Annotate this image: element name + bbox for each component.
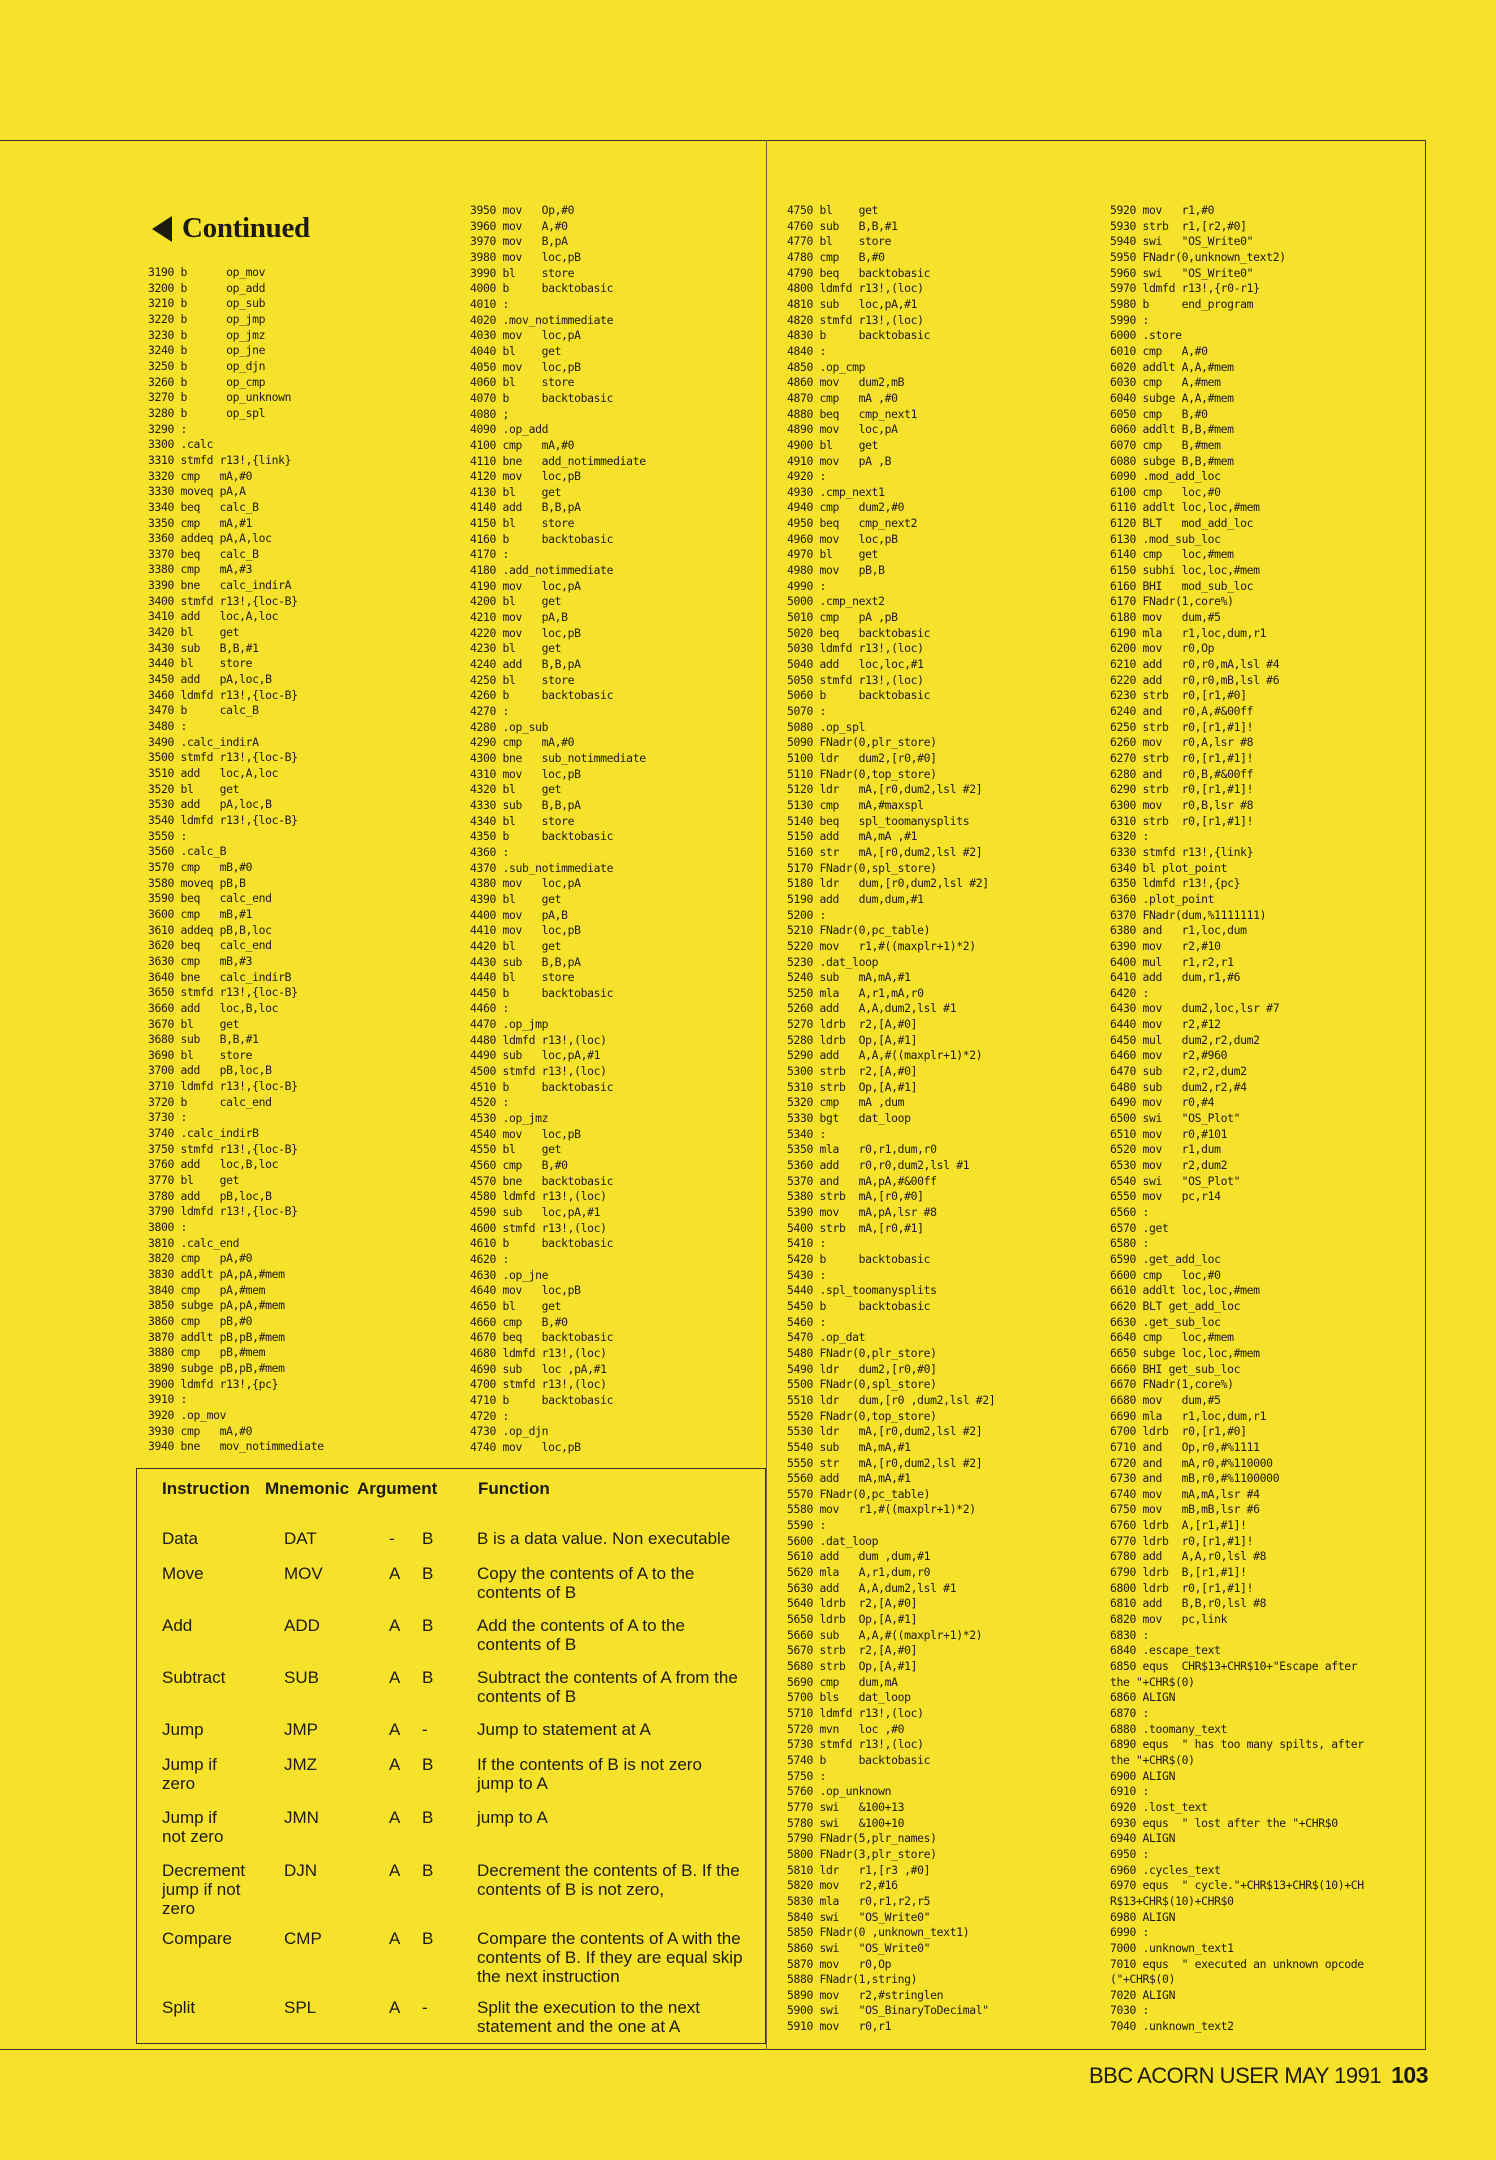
listing-column-1: 3190 b op_mov 3200 b op_add 3210 b op_sub 3220 b op_jmp 3230 b op_jmz 3240 b op_jne 3250 b op_djn 3260 b op_cmp 3270 b op_unknown 3280 b op_spl 3290 : 3300 .calc 3310 stmfd r13!,{link} 3320 cmp mA,#0 3330 moveq pA,A 3340 beq calc_B 3350 cmp mA,#1 3360 addeq pA,A,loc 3370 beq calc_B 3380 cmp mA,#3 3390 bne calc_indirA 3400 stmfd r13!,{loc-B} 3410 add loc,A,loc 3420 bl get 3430 sub B,B,#1 3440 bl store 3450 add pA,loc,B 3460 ldmfd r13!,{loc-B} 3470 b calc_B 3480 : 3490 .calc_indirA 3500 stmfd r13!,{loc-B} 3510 add loc,A,loc 3520 bl get 3530 add pA,loc,B 3540 ldmfd r13!,{loc-B} 3550 : 3560 .calc_B 3570 cmp mB,#0 3580 moveq pB,B 3590 beq calc_end 3600 cmp mB,#1 3610 addeq pB,B,loc 3620 beq calc_end 3630 cmp mB,#3 3640 bne calc_indirB 3650 stmfd r13!,{loc-B} 3660 add loc,B,loc 3670 bl get 3680 sub B,B,#1 3690 bl store 3700 add pB,loc,B 3710 ldmfd r13!,{loc-B} 3720 b calc_end 3730 : 3740 .calc_indirB 3750 stmfd r13!,{loc-B} 3760 add loc,B,loc 3770 bl get 3780 add pB,loc,B 3790 ldmfd r13!,{loc-B} 3800 : 3810 .calc_end 3820 cmp pA,#0 3830 addlt pA,pA,#mem 3840 cmp pA,#mem 3850 subge pA,pA,#mem 3860 cmp pB,#0 3870 addlt pB,pB,#mem 3880 cmp pB,#mem 3890 subge pB,pB,#mem 3900 ldmfd r13!,{pc} 3910 : 3920 .op_mov 3930 cmp mA,#0 3940 bne mov_notimmediate — [148, 265, 324, 1454]
argument-a-cell: A — [389, 1861, 401, 1880]
header-mnemonic: Mnemonic — [265, 1479, 350, 1498]
function-cell: Decrement the contents of B. If the contents of B is not zero, — [477, 1861, 740, 1899]
instruction-name: Split — [162, 1998, 196, 2017]
instruction-name: Subtract — [162, 1668, 226, 1687]
function-cell: Subtract the contents of A from the contents of B — [477, 1668, 738, 1706]
listing-column-3: 4750 bl get 4760 sub B,B,#1 4770 bl store 4780 cmp B,#0 4790 beq backtobasic 4800 ldmfd r13!,(loc) 4810 sub loc,pA,#1 4820 stmfd r13!,(loc) 4830 b backtobasic 4840 : 4850 .op_cmp 4860 mov dum2,mB 4870 cmp mA ,#0 4880 beq cmp_next1 4890 mov loc,pA 4900 bl get 4910 mov pA ,B 4920 : 4930 .cmp_next1 4940 cmp dum2,#0 4950 beq cmp_next2 4960 mov loc,pB 4970 bl get 4980 mov pB,B 4990 : 5000 .cmp_next2 5010 cmp pA ,pB 5020 beq backtobasic 5030 ldmfd r13!,(loc) 5040 add loc,loc,#1 5050 stmfd r13!,(loc) 5060 b backtobasic 5070 : 5080 .op_spl 5090 FNadr(0,plr_store) 5100 ldr dum2,[r0,#0] 5110 FNadr(0,top_store) 5120 ldr mA,[r0,dum2,lsl #2] 5130 cmp mA,#maxspl 5140 beq spl_toomanysplits 5150 add mA,mA ,#1 5160 str mA,[r0,dum2,lsl #2] 5170 FNadr(0,spl_store) 5180 ldr dum,[r0,dum2,lsl #2] 5190 add dum,dum,#1 5200 : 5210 FNadr(0,pc_table) 5220 mov r1,#((maxplr+1)*2) 5230 .dat_loop 5240 sub mA,mA,#1 5250 mla A,r1,mA,r0 5260 add A,A,dum2,lsl #1 5270 ldrb r2,[A,#0] 5280 ldrb Op,[A,#1] 5290 add A,A,#((maxplr+1)*2) 5300 strb r2,[A,#0] 5310 strb Op,[A,#1] 5320 cmp mA ,dum 5330 bgt dat_loop 5340 : 5350 mla r0,r1,dum,r0 5360 add r0,r0,dum2,lsl #1 5370 and mA,pA,#&00ff 5380 strb mA,[r0,#0] 5390 mov mA,pA,lsr #8 5400 strb mA,[r0,#1] 5410 : 5420 b backtobasic 5430 : 5440 .spl_toomanysplits 5450 b backtobasic 5460 : 5470 .op_dat 5480 FNadr(0,plr_store) 5490 ldr dum2,[r0,#0] 5500 FNadr(0,spl_store) 5510 ldr dum,[r0 ,dum2,lsl #2] 5520 FNadr(0,top_store) 5530 ldr mA,[r0,dum2,lsl #2] 5540 sub mA,mA,#1 5550 str mA,[r0,dum2,lsl #2] 5560 add mA,mA,#1 5570 FNadr(0,pc_table) 5580 mov r1,#((maxplr+1)*2) 5590 : 5600 .dat_loop 5610 add dum ,dum,#1 5620 mla A,r1,dum,r0 5630 add A,A,dum2,lsl #1 5640 ldrb r2,[A,#0] 5650 ldrb Op,[A,#1] 5660 sub A,A,#((maxplr+1)*2) 5670 strb r2,[A,#0] 5680 strb Op,[A,#1] 5690 cmp dum,mA 5700 bls dat_loop 5710 ldmfd r13!,(loc) 5720 mvn loc ,#0 5730 stmfd r13!,(loc) 5740 b backtobasic 5750 : 5760 .op_unknown 5770 swi &100+13 5780 swi &100+10 5790 FNadr(5,plr_names) 5800 FNadr(3,plr_store) 5810 ldr r1,[r3 ,#0] 5820 mov r2,#16 5830 mla r0,r1,r2,r5 5840 swi "OS_Write0" 5850 FNadr(0 ,unknown_text1) 5860 swi "OS_Write0" 5870 mov r0,Op 5880 FNadr(1,string) 5890 mov r2,#stringlen 5900 swi "OS_BinaryToDecimal" 5910 mov r0,r1 — [787, 203, 996, 2034]
mnemonic-cell: SUB — [284, 1668, 319, 1687]
function-cell: Compare the contents of A with the contents of B. If they are equal skip the next instruction — [477, 1929, 743, 1986]
argument-b-cell: B — [422, 1861, 434, 1880]
mnemonic-cell: JMZ — [284, 1755, 318, 1774]
mnemonic-cell: JMP — [284, 1720, 318, 1739]
listing-column-2: 3950 mov Op,#0 3960 mov A,#0 3970 mov B,pA 3980 mov loc,pB 3990 bl store 4000 b backtobasic 4010 : 4020 .mov_notimmediate 4030 mov loc,pA 4040 bl get 4050 mov loc,pB 4060 bl store 4070 b backtobasic 4080 ; 4090 .op_add 4100 cmp mA,#0 4110 bne add_notimmediate 4120 mov loc,pB 4130 bl get 4140 add B,B,pA 4150 bl store 4160 b backtobasic 4170 : 4180 .add_notimmediate 4190 mov loc,pA 4200 bl get 4210 mov pA,B 4220 mov loc,pB 4230 bl get 4240 add B,B,pA 4250 bl store 4260 b backtobasic 4270 : 4280 .op_sub 4290 cmp mA,#0 4300 bne sub_notimmediate 4310 mov loc,pB 4320 bl get 4330 sub B,B,pA 4340 bl store 4350 b backtobasic 4360 : 4370 .sub_notimmediate 4380 mov loc,pA 4390 bl get 4400 mov pA,B 4410 mov loc,pB 4420 bl get 4430 sub B,B,pA 4440 bl store 4450 b backtobasic 4460 : 4470 .op_jmp 4480 ldmfd r13!,(loc) 4490 sub loc,pA,#1 4500 stmfd r13!,(loc) 4510 b backtobasic 4520 : 4530 .op_jmz 4540 mov loc,pB 4550 bl get 4560 cmp B,#0 4570 bne backtobasic 4580 ldmfd r13!,(loc) 4590 sub loc,pA,#1 4600 stmfd r13!,(loc) 4610 b backtobasic 4620 : 4630 .op_jne 4640 mov loc,pB 4650 bl get 4660 cmp B,#0 4670 beq backtobasic 4680 ldmfd r13!,(loc) 4690 sub loc ,pA,#1 4700 stmfd r13!,(loc) 4710 b backtobasic 4720 : 4730 .op_djn 4740 mov loc,pB — [470, 203, 646, 1454]
function-cell: B is a data value. Non executable — [477, 1529, 731, 1548]
argument-a-cell: A — [389, 1755, 401, 1774]
argument-b-cell: B — [422, 1755, 434, 1774]
mnemonic-cell: MOV — [284, 1564, 323, 1583]
mnemonic-cell: CMP — [284, 1929, 322, 1948]
instruction-name: Add — [162, 1616, 193, 1635]
argument-a-cell: A — [389, 1616, 401, 1635]
instruction-table — [136, 1468, 766, 2044]
instruction-name: Jump if zero — [162, 1755, 217, 1793]
publication-label: BBC ACORN USER MAY 1991 — [1088, 2063, 1382, 2088]
argument-a-cell: A — [389, 1929, 401, 1948]
instruction-name: Decrement jump if not zero — [162, 1861, 246, 1918]
instruction-name: Jump — [162, 1720, 204, 1739]
left-triangle-icon — [152, 216, 172, 242]
function-cell: If the contents of B is not zero jump to A — [477, 1755, 702, 1793]
mnemonic-cell: DJN — [284, 1861, 318, 1880]
argument-b-cell: B — [422, 1668, 434, 1687]
mnemonic-cell: SPL — [284, 1998, 317, 2017]
argument-b-cell: B — [422, 1529, 434, 1548]
argument-a-cell: A — [389, 1564, 401, 1583]
instruction-name: Move — [162, 1564, 204, 1583]
argument-b-cell: - — [422, 1720, 428, 1739]
argument-a-cell: - — [389, 1529, 395, 1548]
column-divider — [766, 140, 767, 2050]
instruction-name: Compare — [162, 1929, 232, 1948]
listing-column-4: 5920 mov r1,#0 5930 strb r1,[r2,#0] 5940 swi "OS_Write0" 5950 FNadr(0,unknown_text2) 5960 swi "OS_Write0" 5970 ldmfd r13!,{r0-r1} 5980 b end_program 5990 : 6000 .store 6010 cmp A,#0 6020 addlt A,A,#mem 6030 cmp A,#mem 6040 subge A,A,#mem 6050 cmp B,#0 6060 addlt B,B,#mem 6070 cmp B,#mem 6080 subge B,B,#mem 6090 .mod_add_loc 6100 cmp loc,#0 6110 addlt loc,loc,#mem 6120 BLT mod_add_loc 6130 .mod_sub_loc 6140 cmp loc,#mem 6150 subhi loc,loc,#mem 6160 BHI mod_sub_loc 6170 FNadr(1,core%) 6180 mov dum,#5 6190 mla r1,loc,dum,r1 6200 mov r0,Op 6210 add r0,r0,mA,lsl #4 6220 add r0,r0,mB,lsl #6 6230 strb r0,[r1,#0] 6240 and r0,A,#&00ff 6250 strb r0,[r1,#1]! 6260 mov r0,A,lsr #8 6270 strb r0,[r1,#1]! 6280 and r0,B,#&00ff 6290 strb r0,[r1,#1]! 6300 mov r0,B,lsr #8 6310 strb r0,[r1,#1]! 6320 : 6330 stmfd r13!,{link} 6340 bl plot_point 6350 ldmfd r13!,{pc} 6360 .plot_point 6370 FNadr(dum,%1111111) 6380 and r1,loc,dum 6390 mov r2,#10 6400 mul r1,r2,r1 6410 add dum,r1,#6 6420 : 6430 mov dum2,loc,lsr #7 6440 mov r2,#12 6450 mul dum2,r2,dum2 6460 mov r2,#960 6470 sub r2,r2,dum2 6480 sub dum2,r2,#4 6490 mov r0,#4 6500 swi "OS_Plot" 6510 mov r0,#101 6520 mov r1,dum 6530 mov r2,dum2 6540 swi "OS_Plot" 6550 mov pc,r14 6560 : 6570 .get 6580 : 6590 .get_add_loc 6600 cmp loc,#0 6610 addlt loc,loc,#mem 6620 BLT get_add_loc 6630 .get_sub_loc 6640 cmp loc,#mem 6650 subge loc,loc,#mem 6660 BHI get_sub_loc 6670 FNadr(1,core%) 6680 mov dum,#5 6690 mla r1,loc,dum,r1 6700 ldrb r0,[r1,#0] 6710 and Op,r0,#%1111 6720 and mA,r0,#%110000 6730 and mB,r0,#%1100000 6740 mov mA,mA,lsr #4 6750 mov mB,mB,lsr #6 6760 ldrb A,[r1,#1]! 6770 ldrb r0,[r1,#1]! 6780 add A,A,r0,lsl #8 6790 ldrb B,[r1,#1]! 6800 ldrb r0,[r1,#1]! 6810 add B,B,r0,lsl #8 6820 mov pc,link 6830 : 6840 .escape_text 6850 equs CHR$13+CHR$10+"Escape after the "+CHR$(0) 6860 ALIGN 6870 : 6880 .toomany_text 6890 equs " has too many spilts, after the "+CHR$(0) 6900 ALIGN 6910 : 6920 .lost_text 6930 equs " lost after the "+CHR$0 6940 ALIGN 6950 : 6960 .cycles_text 6970 equs " cycle."+CHR$13+CHR$(10)+CH R$13+CHR$(10)+CHR$0 6980 ALIGN 6990 : 7000 .unknown_text1 7010 equs " executed an unknown opcode ("+CHR$(0) 7020 ALIGN 7030 : 7040 .unknown_text2 — [1110, 203, 1364, 2034]
argument-a-cell: A — [389, 1808, 401, 1827]
argument-b-cell: B — [422, 1616, 434, 1635]
page-footer — [1089, 2062, 1428, 2089]
instruction-name: Data — [162, 1529, 198, 1548]
argument-a-cell: A — [389, 1998, 401, 2017]
function-cell: jump to A — [477, 1808, 548, 1827]
header-function: Function — [478, 1479, 550, 1498]
instruction-name: Jump if not zero — [162, 1808, 224, 1846]
header-argument: Argument — [357, 1479, 438, 1498]
function-cell: Split the execution to the next statement and the one at A — [477, 1998, 701, 2036]
argument-b-cell: B — [422, 1929, 434, 1948]
page-number: 103 — [1391, 2062, 1428, 2088]
function-cell: Add the contents of A to the contents of B — [477, 1616, 685, 1654]
function-cell: Jump to statement at A — [477, 1720, 651, 1739]
function-cell: Copy the contents of A to the contents of B — [477, 1564, 695, 1602]
header-instruction: Instruction — [162, 1479, 250, 1498]
argument-b-cell: B — [422, 1808, 434, 1827]
mnemonic-cell: ADD — [284, 1616, 320, 1635]
argument-b-cell: B — [422, 1564, 434, 1583]
argument-a-cell: A — [389, 1720, 401, 1739]
argument-a-cell: A — [389, 1668, 401, 1687]
continued-label: Continued — [182, 212, 310, 244]
argument-b-cell: - — [422, 1998, 428, 2017]
mnemonic-cell: DAT — [284, 1529, 317, 1548]
continued-heading — [152, 212, 310, 245]
mnemonic-cell: JMN — [284, 1808, 319, 1827]
